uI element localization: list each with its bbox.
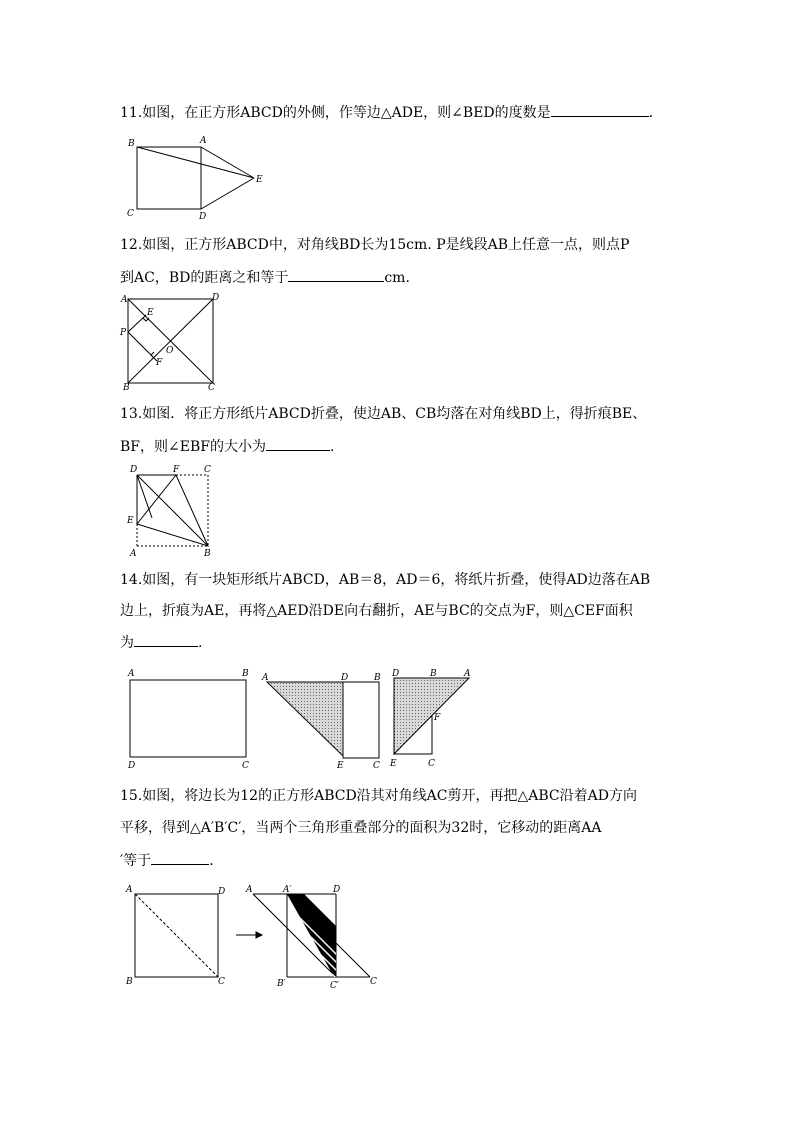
q15-arrow-head	[256, 932, 262, 938]
q12-answer-blank	[288, 268, 384, 282]
q13-label-b: B	[204, 549, 211, 559]
q12-label-p: P	[120, 328, 127, 338]
q15-label-c: C	[218, 977, 225, 987]
q14-fig3-label-f: F	[434, 713, 441, 723]
q12-perp-pe	[128, 315, 146, 332]
q14-shaded-triangle-1	[267, 682, 343, 756]
q13-label-e: E	[127, 516, 134, 526]
q13-crease-2	[137, 475, 152, 518]
q11-figure	[120, 132, 280, 224]
q11-answer-blank	[551, 103, 649, 117]
q13-label-d: D	[130, 465, 138, 475]
q12-label-c: C	[208, 383, 215, 393]
q12-figure	[118, 292, 228, 396]
q14-rect-2	[343, 682, 379, 758]
q11-label-d: D	[199, 212, 207, 222]
q13-answer-blank	[266, 437, 330, 451]
q14-fig3-label-c: C	[428, 759, 435, 769]
q14-line-2: 边上，折痕为AE，再将△AED沿DE向右翻折，AE与BC的交点为F，则△CEF面积	[120, 603, 633, 619]
q13-figure	[124, 462, 224, 560]
q14-fig3-label-d: D	[392, 669, 400, 679]
q11-segment-de	[201, 178, 254, 209]
q15-label-a: A	[126, 885, 133, 895]
q15-figure	[122, 880, 392, 992]
q15-line-3	[120, 851, 214, 870]
q14-fig1-label-c: C	[242, 761, 249, 771]
q11-text	[120, 103, 653, 122]
q15-dashed-diagonal	[135, 894, 218, 977]
q12-label-a: A	[121, 295, 128, 305]
q11-label-e: E	[256, 175, 263, 185]
q11-square	[137, 147, 201, 209]
q14-fig1-label-a: A	[128, 669, 135, 679]
q15-label-d: D	[218, 887, 226, 897]
q12-right-angle-e	[143, 318, 149, 321]
q11-segment-be	[137, 147, 254, 178]
q13-line-1: 13.如图．将正方形纸片ABCD折叠，使边AB、CB均落在对角线BD上，得折痕BE、	[120, 406, 647, 422]
q11-segment-ae	[201, 147, 254, 178]
q12-unit: cm.	[384, 270, 410, 286]
q14-fig3-label-b: B	[430, 669, 437, 679]
q15-fig2-label-a: A	[246, 885, 253, 895]
q15-label-a-prime: A′	[283, 885, 292, 895]
q15-fig2-label-c: C	[370, 977, 377, 987]
q11-stem: 11.如图，在正方形ABCD的外侧，作等边△ADE，则∠BED的度数是	[120, 105, 551, 121]
q11-label-c: C	[127, 209, 134, 219]
q15-fig2-label-d: D	[333, 885, 341, 895]
q14-answer-blank	[134, 633, 198, 647]
q12-label-f: F	[156, 358, 163, 368]
q15-label-c-prime: C′	[330, 981, 339, 991]
q15-line-2: 平移，得到△A′B′C′，当两个三角形重叠部分的面积为32时，它移动的距离AA	[120, 820, 602, 836]
q12-stem-2: 到AC，BD的距离之和等于	[120, 270, 289, 286]
q13-crease-1	[137, 475, 176, 524]
q15-label-b: B	[126, 977, 133, 987]
q12-line-2	[120, 268, 410, 287]
q14-fig2-label-e: E	[337, 761, 344, 771]
q14-period: .	[198, 635, 203, 651]
q14-fig1-label-d: D	[128, 761, 136, 771]
q15-label-b-prime: B′	[277, 979, 286, 989]
q14-fig3-label-e: E	[390, 759, 397, 769]
q15-line-1: 15.如图，将边长为12的正方形ABCD沿其对角线AC剪开，再把△ABC沿着AD方向	[120, 788, 637, 804]
q13-label-a: A	[130, 549, 137, 559]
q13-label-c: C	[204, 465, 211, 475]
q14-fig2-label-a: A	[262, 673, 269, 683]
q14-fig3-label-a: A	[464, 669, 471, 679]
q15-answer-blank	[151, 851, 209, 865]
q14-line-3	[120, 633, 202, 652]
q13-period: .	[329, 439, 335, 455]
q11-label-a: A	[200, 136, 207, 146]
q13-stem-2: BF，则∠EBF的大小为	[120, 439, 266, 455]
q12-label-e: E	[147, 308, 154, 318]
q15-stem-3: ′等于	[120, 853, 152, 869]
q11-period: .	[648, 105, 654, 121]
q14-stem-3: 为	[120, 635, 134, 651]
q14-figure	[124, 662, 484, 772]
q14-fig2-label-b: B	[374, 673, 381, 683]
q14-fig2-label-d: D	[341, 673, 349, 683]
q12-label-d: D	[212, 293, 220, 303]
q14-line-1: 14.如图，有一块矩形纸片ABCD，AB＝8，AD＝6，将纸片折叠，使得AD边落在AB	[120, 572, 651, 588]
q12-right-angle-f	[151, 352, 154, 358]
q12-label-b: B	[123, 383, 130, 393]
q15-period: .	[209, 853, 214, 869]
q14-fig2-label-c: C	[373, 761, 380, 771]
q12-line-1: 12.如图，正方形ABCD中，对角线BD长为15cm. P是线段AB上任意一点，则点P	[120, 237, 630, 253]
q11-label-b: B	[128, 139, 135, 149]
q14-fig1-label-b: B	[242, 669, 249, 679]
q13-label-f: F	[173, 465, 180, 475]
q13-line-2	[120, 437, 334, 456]
q12-label-o: O	[166, 346, 174, 356]
q14-rect-1	[130, 680, 246, 757]
